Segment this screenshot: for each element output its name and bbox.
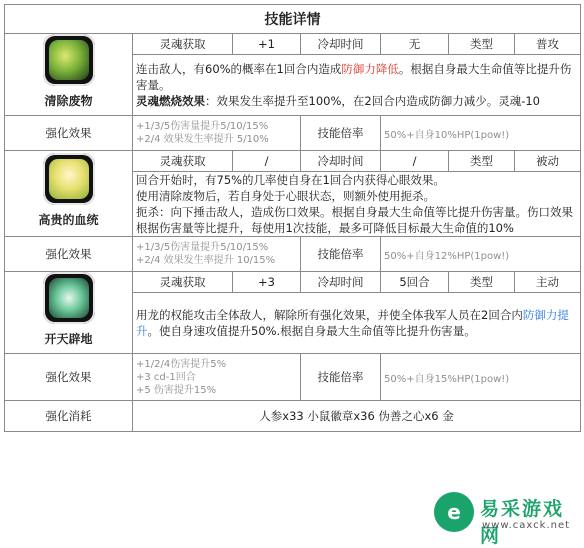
table-title: 技能详情 (5, 5, 581, 34)
site-watermark (430, 490, 584, 547)
cooldown-label: 冷却时间 (301, 151, 381, 172)
skill-2-description: 回合开始时，有75%的几率使自身在1回合内获得心眼效果。 使用清除废物后，若自身处于心眼状态，则额外使用扼杀。 扼杀：向下捶击敌人，造成伤口效果。根据自身最大生命值等比提升伤害量。伤口效果根据伤害量等比提升，每使用1次技能，最多可降低目标最大生命值的10% (133, 172, 581, 237)
skill-3-cell (5, 272, 133, 354)
skill-3-description: 用龙的权能攻击全体敌人，解除所有强化效果，并使全体我军人员在2回合内防御力提升。使自身速攻值提升50%.根据自身最大生命值等比提升伤害量。 (133, 293, 581, 354)
skill-3-multiplier: 50%+自身15%HP(1pow!) (381, 354, 581, 401)
skill-1-enhance-list: +1/3/5伤害量提升5/10/15% +2/4 效果发生率提升 5/10% (133, 116, 301, 151)
skill-2-multiplier: 50%+自身12%HP(1pow!) (381, 237, 581, 272)
skill-1-enhance-label: 强化效果 (5, 116, 133, 151)
skill-2-enhance-list: +1/3/5伤害量提升5/10/15% +2/4 效果发生率提升 10/15% (133, 237, 301, 272)
type-label: 类型 (449, 272, 515, 293)
skill-1-name: 清除废物 (44, 94, 93, 108)
skill-1-green-burst-icon (43, 34, 95, 86)
skill-3-buff-highlight: 防御力提升 (136, 308, 569, 338)
soul-gain-label: 灵魂获取 (133, 151, 233, 172)
skill-3-green-dragon-icon (43, 272, 95, 324)
site-name: 易采游戏网 (480, 498, 565, 547)
skill-3-type: 主动 (515, 272, 581, 293)
skill-3-enhance-list: +1/2/4伤害提升5% +3 cd-1回合 +5 伤害提升15% (133, 354, 301, 401)
skill-1-cell (5, 34, 133, 116)
skill-1-soul-gain: +1 (233, 34, 301, 55)
skill-3-cooldown: 5回合 (381, 272, 449, 293)
skill-3-multiplier-label: 技能倍率 (301, 354, 381, 401)
skill-1-description: 连击敌人，有60%的概率在1回合内造成防御力降低。根据自身最大生命值等比提升伤害量。 灵魂燃烧效果：效果发生率提升至100%，在2回合内造成防御力减少。灵魂-10 (133, 55, 581, 116)
type-label: 类型 (449, 34, 515, 55)
skill-3-enhance-label: 强化效果 (5, 354, 133, 401)
skill-1-debuff-highlight: 防御力降低 (341, 62, 399, 76)
skill-2-cooldown: / (381, 151, 449, 172)
skill-2-soul-gain: / (233, 151, 301, 172)
site-url: www.caxck.net (482, 520, 571, 531)
skill-2-name: 高贵的血统 (38, 213, 99, 227)
skill-2-multiplier-label: 技能倍率 (301, 237, 381, 272)
skill-3-soul-gain: +3 (233, 272, 301, 293)
skill-2-cell (5, 151, 133, 237)
skill-2-golden-figure-icon (43, 153, 95, 205)
site-logo-icon: e (434, 492, 474, 532)
skill-1-cooldown: 无 (381, 34, 449, 55)
skill-2-enhance-label: 强化效果 (5, 237, 133, 272)
skill-1-multiplier-label: 技能倍率 (301, 116, 381, 151)
soul-gain-label: 灵魂获取 (133, 272, 233, 293)
enhance-cost-value: 人参x33 小鼠徽章x36 伪善之心x6 金 (133, 401, 581, 432)
skill-details-table (4, 4, 581, 432)
skill-1-soulburn-label: 灵魂燃烧效果 (136, 94, 205, 108)
soul-gain-label: 灵魂获取 (133, 34, 233, 55)
skill-3-name: 开天辟地 (44, 332, 93, 346)
type-label: 类型 (449, 151, 515, 172)
cooldown-label: 冷却时间 (301, 34, 381, 55)
skill-1-type: 普攻 (515, 34, 581, 55)
skill-1-multiplier: 50%+自身10%HP(1pow!) (381, 116, 581, 151)
enhance-cost-label: 强化消耗 (5, 401, 133, 432)
skill-2-type: 被动 (515, 151, 581, 172)
cooldown-label: 冷却时间 (301, 272, 381, 293)
